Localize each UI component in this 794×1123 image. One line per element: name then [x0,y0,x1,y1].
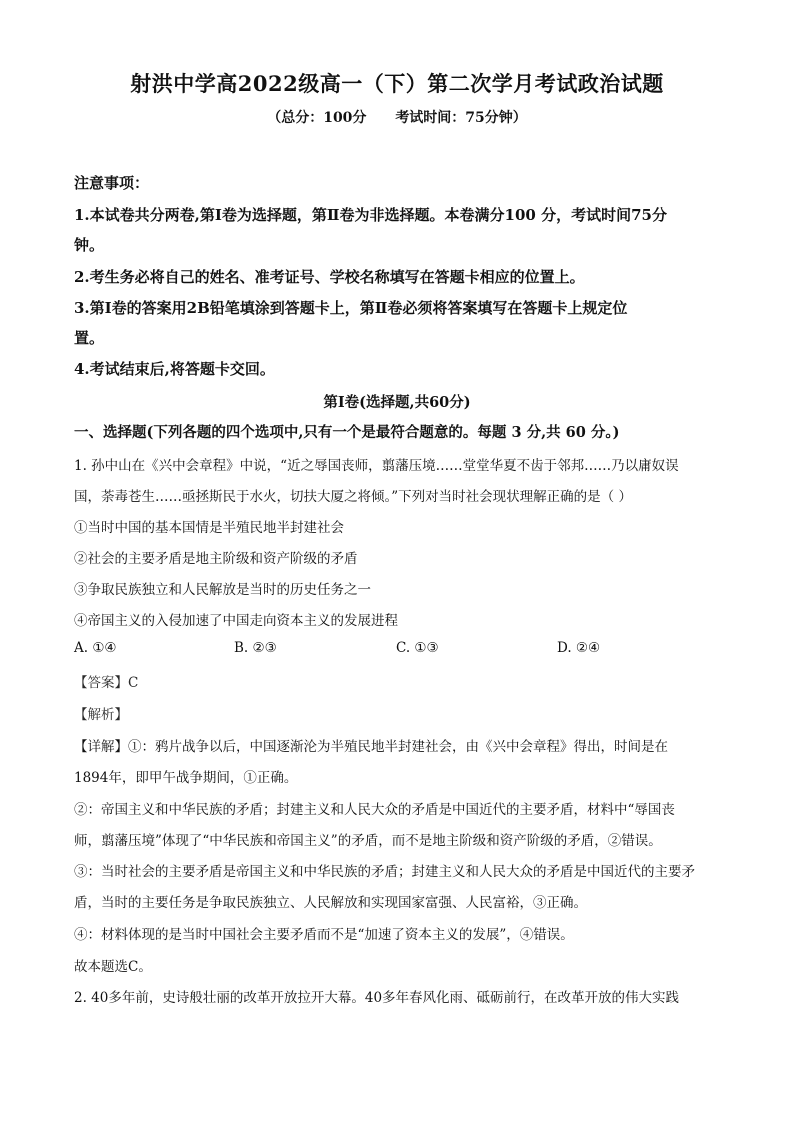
notice-item-2: 2.考生务必将自己的姓名、准考证号、学校名称填写在答题卡相应的位置上。 [74,268,585,286]
notice-item-1: 1.本试卷共分两卷,第Ⅰ卷为选择题，第Ⅱ卷为非选择题。本卷满分100 分，考试时间75分 [74,206,667,224]
notice-item-3: 3.第Ⅰ卷的答案用2B铅笔填涂到答题卡上，第Ⅱ卷必须将答案填写在答题卡上规定位 [74,299,628,317]
section-title: 第Ⅰ卷(选择题,共60分) [323,394,471,411]
q1-analysis-heading: 【解析】 [74,707,128,723]
notice-item-3-cont: 置。 [74,329,105,347]
notice-item-4: 4.考试结束后,将答题卡交回。 [74,360,275,378]
q1-conclusion: 故本题选C。 [74,959,152,975]
q1-stem: 1. 孙中山在《兴中会章程》中说，“近之辱国丧师，翦藩压境……堂堂华夏不齿于邻邦……乃以庸奴误 [74,458,679,474]
q1-statement-2: ②社会的主要矛盾是地主阶级和资产阶级的矛盾 [74,551,358,567]
q1-answer: 【答案】C [74,675,139,691]
q1-statement-4: ④帝国主义的入侵加速了中国走向资本主义的发展进程 [74,613,398,629]
q1-option-b: B. ②③ [234,640,277,656]
total-score: （总分：100分 [267,110,367,126]
q1-detail-1-cont: 1894年，即甲午战争期间，①正确。 [74,770,298,786]
q1-stem-cont: 国，荼毒苍生……亟拯斯民于水火，切扶大厦之将倾。”下列对当时社会现状理解正确的是（ ） [74,489,632,505]
exam-info [0,107,794,127]
part-heading: 一、选择题(下列各题的四个选项中,只有一个是最符合题意的。每题 3 分,共 60 分。) [74,424,620,441]
q1-detail-3-cont: 盾，当时的主要任务是争取民族独立、人民解放和实现国家富强、人民富裕，③正确。 [74,895,587,911]
q1-statement-3: ③争取民族独立和人民解放是当时的历史任务之一 [74,582,371,598]
q1-detail-3: ③：当时社会的主要矛盾是帝国主义和中华民族的矛盾；封建主义和人民大众的矛盾是中国近代的主要矛 [74,864,695,880]
notice-item-1-cont: 钟。 [74,236,105,254]
q1-detail-4: ④：材料体现的是当时中国社会主要矛盾而不是“加速了资本主义的发展”，④错误。 [74,927,574,943]
q1-option-a: A. ①④ [74,640,117,656]
notice-heading: 注意事项： [74,174,150,192]
q1-detail-2: ②：帝国主义和中华民族的矛盾；封建主义和人民大众的矛盾是中国近代的主要矛盾，材料中“辱国丧 [74,802,675,818]
q1-option-d: D. ②④ [557,640,601,656]
q1-statement-1: ①当时中国的基本国情是半殖民地半封建社会 [74,520,344,536]
q1-detail-2-cont: 师，翦藩压境”体现了“中华民族和帝国主义”的矛盾，而不是地主阶级和资产阶级的矛盾，②错误。 [74,833,662,849]
q2-stem: 2. 40多年前，史诗般壮丽的改革开放拉开大幕。40多年春风化雨、砥砺前行，在改革开放的伟大实践 [74,990,680,1006]
page-title: 射洪中学高2022级高一（下）第二次学月考试政治试题 [130,71,664,96]
q1-detail-1: 【详解】①：鸦片战争以后，中国逐渐沦为半殖民地半封建社会，由《兴中会章程》得出，时间是在 [74,739,668,755]
exam-time: 考试时间：75分钟） [395,110,527,126]
q1-option-c: C. ①③ [396,640,439,656]
